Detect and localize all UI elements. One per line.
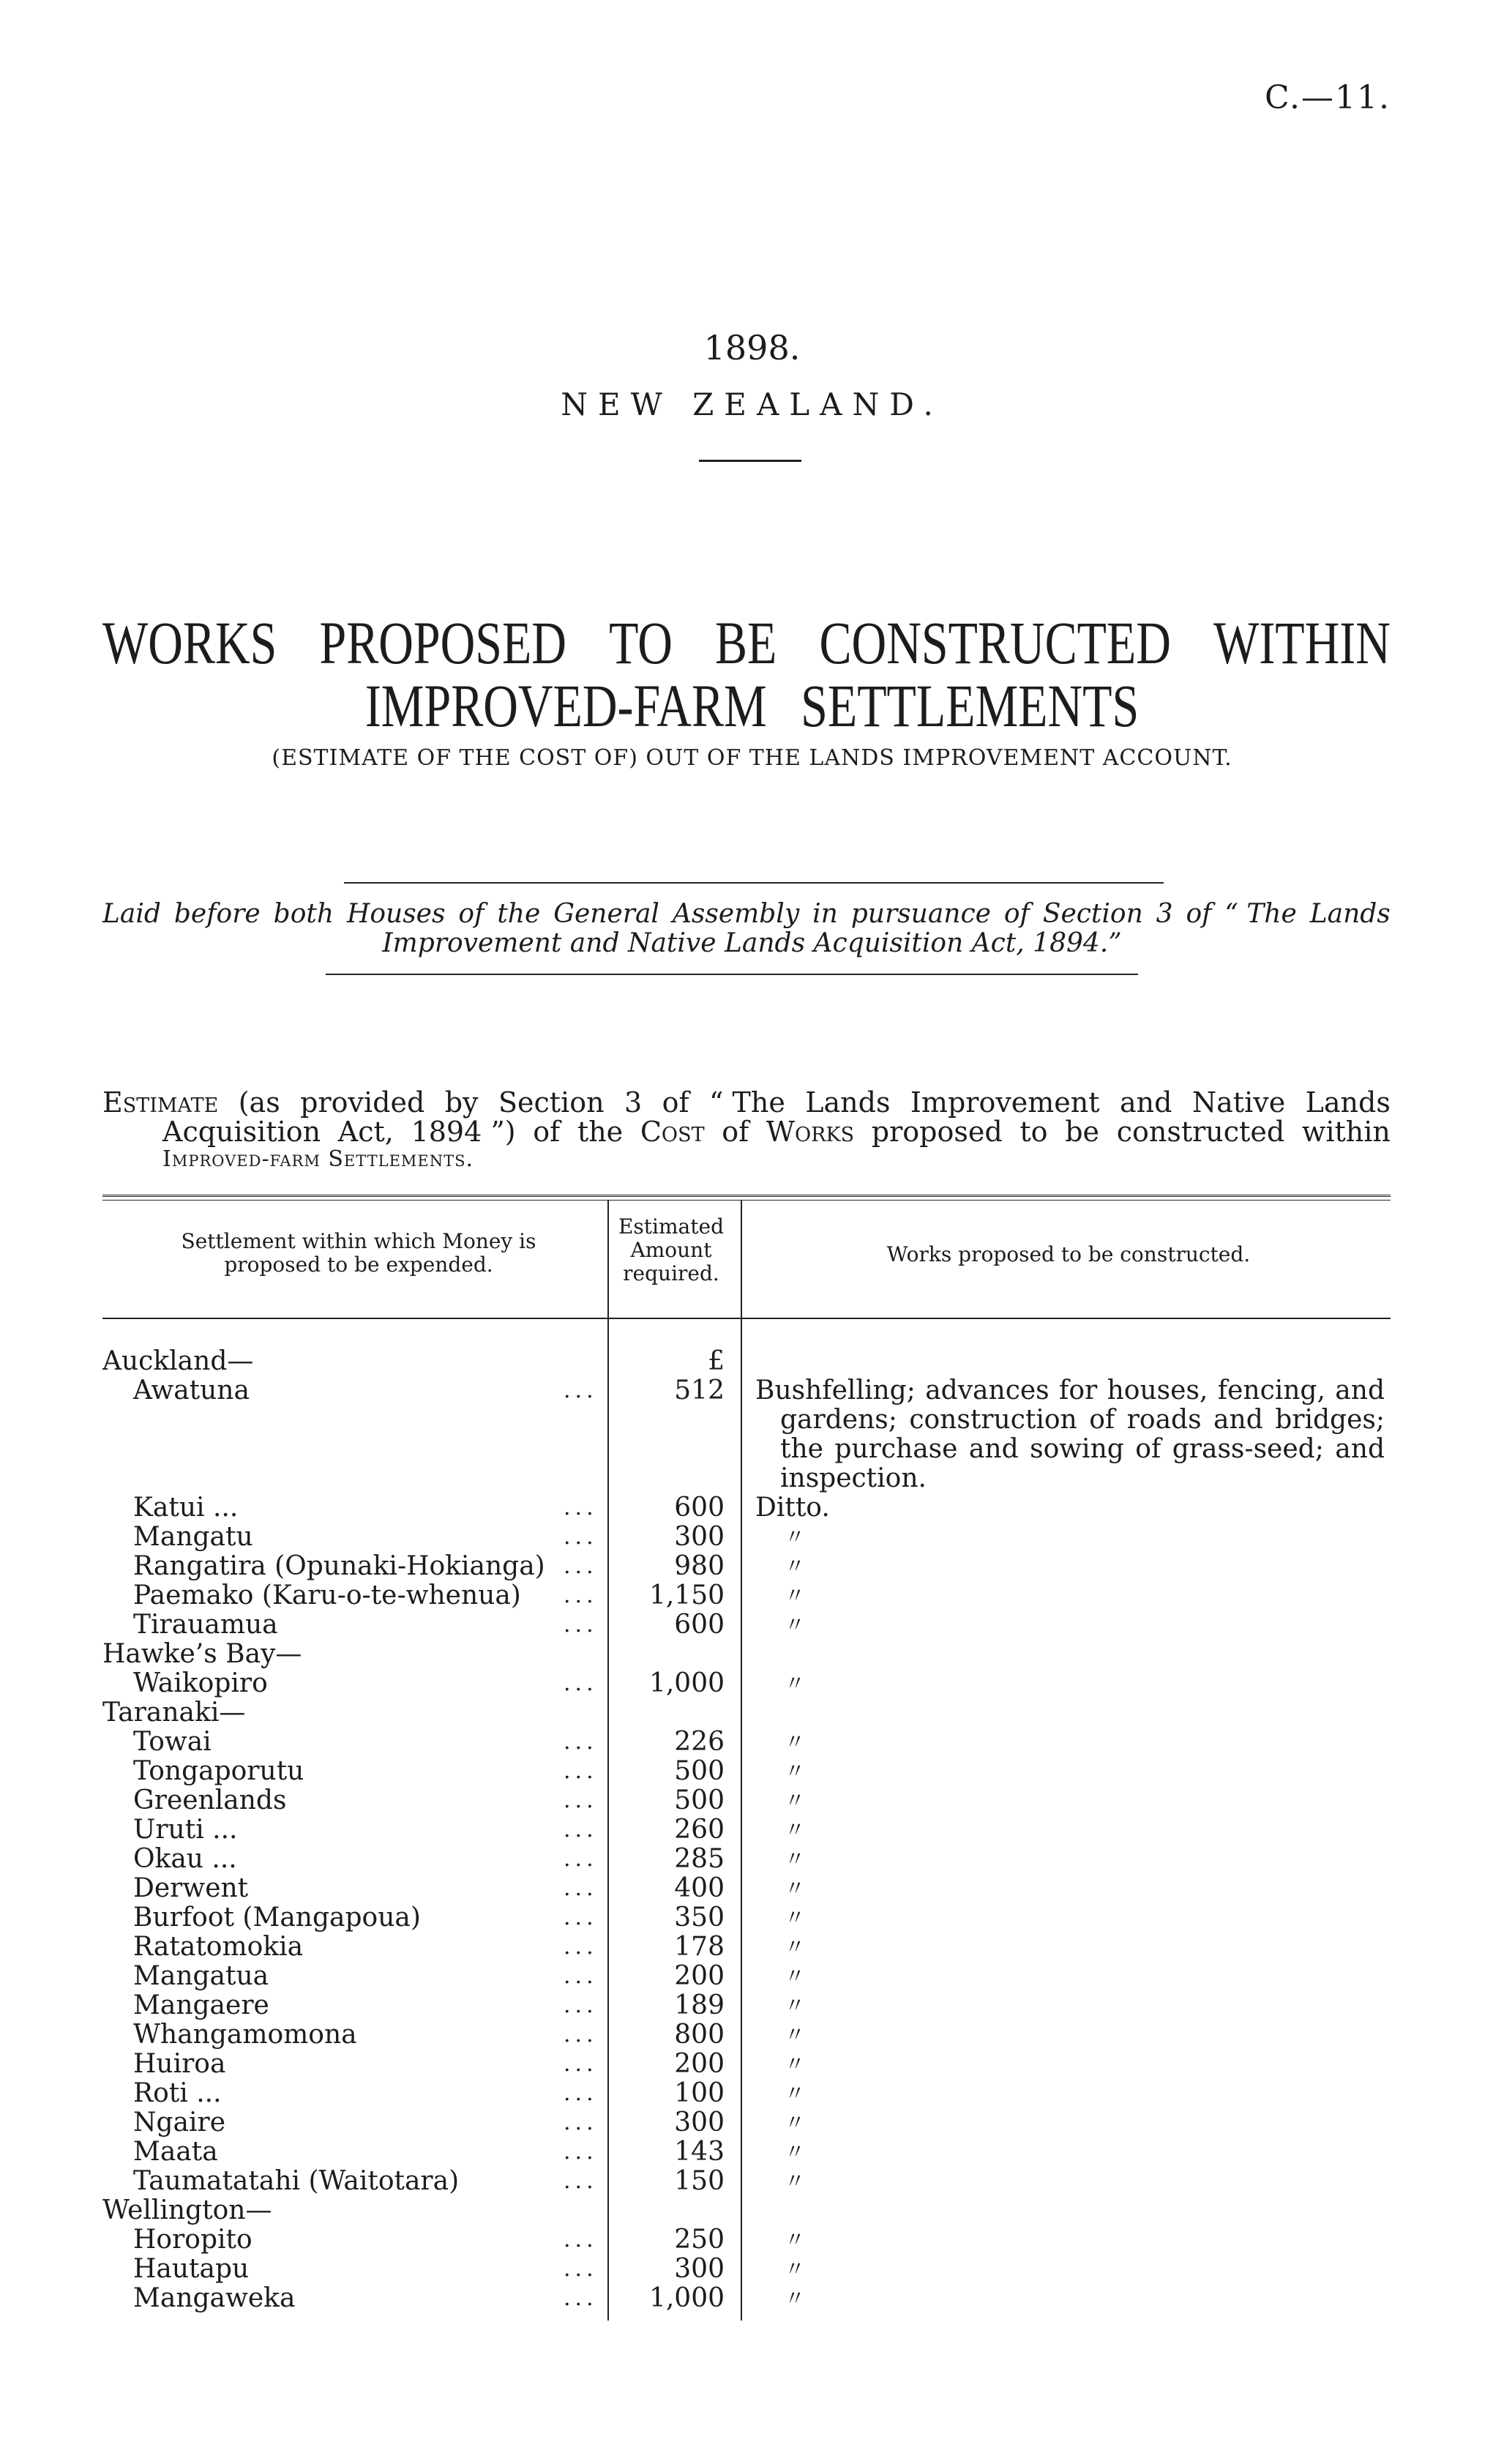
ditto-mark: 〃 <box>785 1613 806 1637</box>
word: to <box>1019 1116 1048 1148</box>
estimate-line-3: Improved-farm Settlements. <box>162 1146 474 1172</box>
works-description: Bushfelling; advances for houses, fencing, and gardens; construction of roads and bridges; the purchase and sowing of grass-seed; and inspection. <box>755 1375 1385 1493</box>
estimated-amount: 143 <box>674 2137 725 2167</box>
leader-dots: ... <box>564 1524 598 1550</box>
estimated-amount: 1,000 <box>648 1668 725 1698</box>
estimate-line-2 <box>162 1116 1391 1148</box>
word: Houses <box>346 899 446 929</box>
leader-dots: ... <box>564 1553 598 1579</box>
ditto-mark: 〃 <box>785 1759 806 1783</box>
estimated-amount: 500 <box>674 1756 725 1786</box>
word: both <box>273 899 334 929</box>
ditto-mark: 〃 <box>785 2023 806 2047</box>
region-heading: Taranaki— <box>102 1698 246 1728</box>
estimated-amount: 980 <box>674 1551 725 1581</box>
ditto-mark: 〃 <box>785 2257 806 2281</box>
word: provided <box>300 1086 425 1119</box>
settlement-name: Horopito <box>133 2225 252 2255</box>
word: General <box>553 899 659 929</box>
leader-dots: ... <box>564 1378 598 1403</box>
settlement-name: Whangamomona <box>133 2020 357 2050</box>
estimated-amount: 200 <box>674 2049 725 2079</box>
word: Acquisition <box>162 1116 321 1148</box>
word: Lands <box>1305 1086 1391 1119</box>
title-line-2: IMPROVED-FARM SETTLEMENTS <box>364 673 1140 740</box>
ditto-mark: 〃 <box>785 2110 806 2135</box>
settlement-name: Maata <box>133 2137 218 2167</box>
leader-dots: ... <box>564 1788 598 1813</box>
region-heading: Auckland— <box>102 1346 254 1376</box>
word: of <box>1186 899 1212 929</box>
leader-dots: ... <box>564 1612 598 1638</box>
settlement-name: Okau ... <box>133 1844 237 1874</box>
leader-dots: ... <box>564 1758 598 1784</box>
laid-before-line-2: Improvement and Native Lands Acquisition Act, 1894.” <box>382 928 1122 958</box>
estimated-amount: 600 <box>674 1610 725 1640</box>
word: Assembly <box>672 899 800 929</box>
leader-dots: ... <box>564 1963 598 1989</box>
column-header-settlement: Settlement within which Money is proposed to be expended. <box>181 1229 536 1277</box>
word: before <box>173 899 261 929</box>
leader-dots: ... <box>564 1495 598 1520</box>
estimated-amount: 350 <box>674 1903 725 1933</box>
leader-dots: ... <box>564 1583 598 1608</box>
leader-dots: ... <box>564 1846 598 1872</box>
ditto-mark: 〃 <box>785 2052 806 2076</box>
estimated-amount: 200 <box>674 1961 725 1991</box>
word: and <box>1119 1086 1172 1119</box>
ditto-mark: 〃 <box>785 2286 806 2310</box>
ditto-mark: 〃 <box>785 1935 806 1959</box>
word: Lands <box>1309 899 1391 929</box>
word: of <box>722 1116 749 1148</box>
ditto-mark: 〃 <box>785 2081 806 2105</box>
settlement-name: Mangatu <box>133 1522 253 1552</box>
settlement-name: Towai <box>133 1727 212 1757</box>
settlement-name: Burfoot (Mangapoua) <box>133 1903 421 1933</box>
document-reference: C.—11. <box>1264 79 1391 116</box>
ditto-mark: 〃 <box>785 1525 806 1549</box>
laid-before-line-1 <box>102 899 1391 929</box>
leader-dots: ... <box>564 2285 598 2311</box>
leader-dots: ... <box>564 2110 598 2135</box>
word: WITHIN <box>1213 610 1391 677</box>
settlement-name: Derwent <box>133 1873 249 1903</box>
word: the <box>577 1116 624 1148</box>
ditto-mark: 〃 <box>785 1905 806 1930</box>
subtitle: (ESTIMATE OF THE COST OF) OUT OF THE LANDS IMPROVEMENT ACCOUNT. <box>272 745 1232 771</box>
leader-dots: ... <box>564 1993 598 2018</box>
title-line-1 <box>102 609 1391 679</box>
leader-dots: ... <box>564 1934 598 1960</box>
ditto-mark: 〃 <box>785 1671 806 1695</box>
header-rule <box>102 1318 1391 1319</box>
divider <box>344 882 1164 884</box>
ditto-mark: 〃 <box>785 1993 806 2017</box>
estimated-amount: 512 <box>674 1375 725 1405</box>
ditto-mark: 〃 <box>785 1583 806 1608</box>
word: Estimate <box>102 1086 219 1119</box>
word: Section <box>498 1086 605 1119</box>
word: within <box>1301 1116 1391 1148</box>
divider <box>699 460 801 462</box>
word: pursuance <box>850 899 991 929</box>
currency-symbol: £ <box>708 1346 725 1376</box>
leader-dots: ... <box>564 1875 598 1901</box>
word: Cost <box>640 1116 705 1148</box>
settlement-name: Ngaire <box>133 2108 226 2138</box>
settlement-name: Rangatira (Opunaki-Hokianga) <box>133 1551 545 1581</box>
settlement-name: Huiroa <box>133 2049 226 2079</box>
leader-dots: ... <box>564 2022 598 2047</box>
leader-dots: ... <box>564 1817 598 1843</box>
settlement-name: Ratatomokia <box>133 1932 304 1962</box>
leader-dots: ... <box>564 2168 598 2194</box>
column-divider <box>607 1201 609 1318</box>
column-header-amount: Estimated Amount required. <box>618 1214 724 1285</box>
estimated-amount: 100 <box>674 2078 725 2108</box>
word: Act, <box>337 1116 394 1148</box>
settlement-name: Mangaweka <box>133 2283 296 2313</box>
works-ditto: Ditto. <box>755 1493 830 1523</box>
settlement-name: Taumatatahi (Waitotara) <box>133 2166 460 2196</box>
estimated-amount: 400 <box>674 1873 725 1903</box>
country-heading: NEW ZEALAND. <box>561 387 943 422</box>
estimated-amount: 500 <box>674 1785 725 1815</box>
word: 3 <box>1156 899 1173 929</box>
ditto-mark: 〃 <box>785 2169 806 2193</box>
estimate-line-1 <box>102 1086 1391 1119</box>
word: of <box>1003 899 1030 929</box>
word: Native <box>1191 1086 1286 1119</box>
estimated-amount: 300 <box>674 1522 725 1552</box>
word: “ The <box>1224 899 1297 929</box>
leader-dots: ... <box>564 2080 598 2106</box>
estimated-amount: 226 <box>674 1727 725 1757</box>
word: of <box>533 1116 561 1148</box>
estimated-amount: 250 <box>674 2225 725 2255</box>
estimated-amount: 1,150 <box>648 1580 725 1610</box>
estimated-amount: 300 <box>674 2254 725 2284</box>
word: Improvement <box>910 1086 1100 1119</box>
ditto-mark: 〃 <box>785 1818 806 1842</box>
word: the <box>497 899 541 929</box>
ditto-mark: 〃 <box>785 1876 806 1900</box>
word: in <box>812 899 838 929</box>
word: CONSTRUCTED <box>819 610 1171 677</box>
divider <box>326 974 1138 975</box>
leader-dots: ... <box>564 2139 598 2165</box>
settlement-name: Greenlands <box>133 1785 287 1815</box>
settlement-name: Awatuna <box>133 1375 250 1405</box>
column-divider <box>741 1318 742 2321</box>
year: 1898. <box>703 328 801 367</box>
leader-dots: ... <box>564 2051 598 2077</box>
settlement-name: Tongaporutu <box>133 1756 304 1786</box>
word: Laid <box>102 899 161 929</box>
estimated-amount: 260 <box>674 1815 725 1845</box>
leader-dots: ... <box>564 1905 598 1930</box>
word: BE <box>715 610 777 677</box>
column-header-works: Works proposed to be constructed. <box>886 1242 1251 1266</box>
word: proposed <box>871 1116 1003 1148</box>
settlement-name: Katui ... <box>133 1493 239 1523</box>
ditto-mark: 〃 <box>785 1788 806 1812</box>
ditto-mark: 〃 <box>785 2140 806 2164</box>
ditto-mark: 〃 <box>785 1847 806 1871</box>
estimated-amount: 150 <box>674 2166 725 2196</box>
settlement-name: Uruti ... <box>133 1815 238 1845</box>
ditto-mark: 〃 <box>785 1964 806 1988</box>
word: WORKS <box>102 610 277 677</box>
estimated-amount: 300 <box>674 2108 725 2138</box>
word: 3 <box>624 1086 643 1119</box>
settlement-name: Tirauamua <box>133 1610 278 1640</box>
estimated-amount: 600 <box>674 1493 725 1523</box>
leader-dots: ... <box>564 2256 598 2282</box>
settlement-name: Paemako (Karu-o-te-whenua) <box>133 1580 521 1610</box>
region-heading: Wellington— <box>102 2195 272 2225</box>
region-heading: Hawke’s Bay— <box>102 1639 302 1669</box>
settlement-name: Mangatua <box>133 1961 269 1991</box>
word: TO <box>609 610 673 677</box>
column-divider <box>607 1318 609 2321</box>
column-divider <box>741 1201 742 1318</box>
estimated-amount: 178 <box>674 1932 725 1962</box>
word: Works <box>766 1116 855 1148</box>
settlement-name: Mangaere <box>133 1990 269 2020</box>
word: Section <box>1042 899 1143 929</box>
word: 1894 ”) <box>411 1116 516 1148</box>
settlement-name: Waikopiro <box>133 1668 268 1698</box>
word: PROPOSED <box>319 610 566 677</box>
leader-dots: ... <box>564 1729 598 1755</box>
word: constructed <box>1116 1116 1285 1148</box>
estimated-amount: 285 <box>674 1844 725 1874</box>
settlement-name: Hautapu <box>133 2254 250 2284</box>
word: by <box>444 1086 479 1119</box>
settlement-name: Roti ... <box>133 2078 222 2108</box>
word: Lands <box>805 1086 891 1119</box>
table-top-rule <box>102 1195 1391 1201</box>
word: of <box>458 899 485 929</box>
estimated-amount: 189 <box>674 1990 725 2020</box>
ditto-mark: 〃 <box>785 2228 806 2252</box>
word: “ The <box>709 1086 785 1119</box>
ditto-mark: 〃 <box>785 1554 806 1578</box>
leader-dots: ... <box>564 1670 598 1696</box>
estimated-amount: 1,000 <box>648 2283 725 2313</box>
leader-dots: ... <box>564 2227 598 2252</box>
estimated-amount: 800 <box>674 2020 725 2050</box>
word: of <box>662 1086 689 1119</box>
ditto-mark: 〃 <box>785 1730 806 1754</box>
word: be <box>1065 1116 1100 1148</box>
word: (as <box>238 1086 280 1119</box>
